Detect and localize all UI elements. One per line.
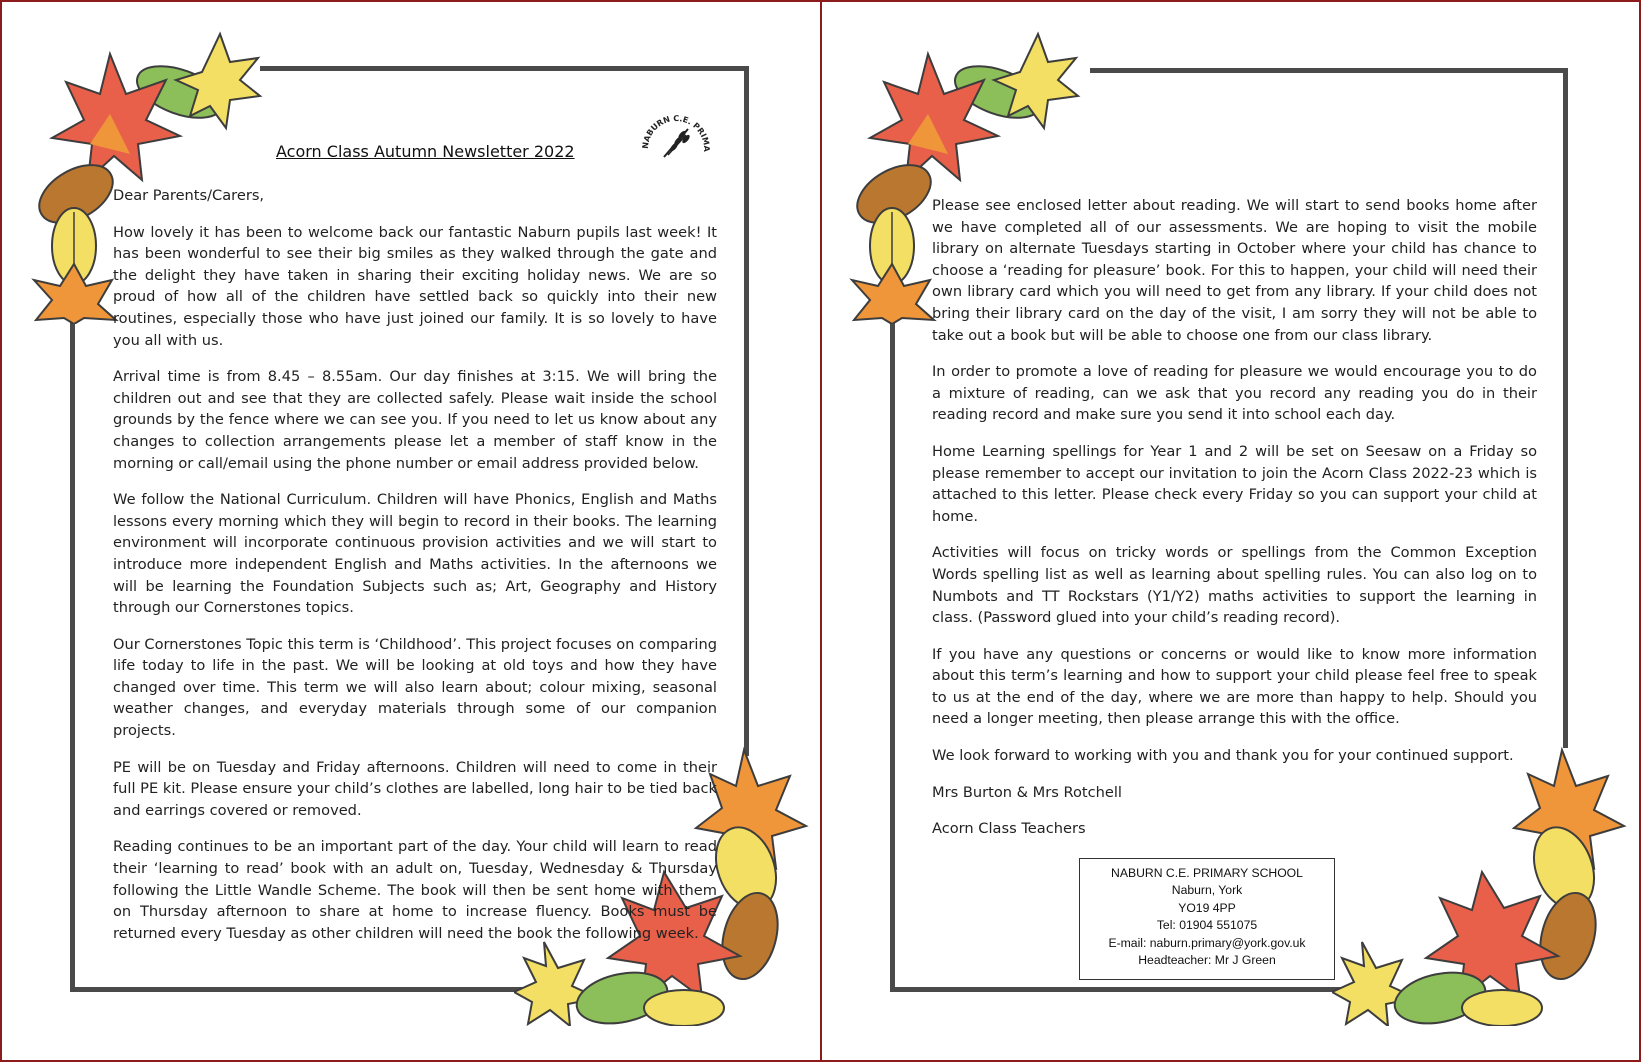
address-postcode: YO19 4PP xyxy=(1178,900,1236,915)
paragraph-reading-pleasure: In order to promote a love of reading for pleasure we would encourage you to do a mixture of reading, can we ask that you record any reading you do in their reading record and make sure you send it into school each day. xyxy=(932,363,1537,424)
school-wheat-logo-icon xyxy=(638,105,714,181)
paragraph-activities: Activities will focus on tricky words or spellings from the Common Exception Words spelling list as well as learning about spelling rules. You can also log on to Numbots and TT Rockstars (Y1/Y2) maths activities to support the learning in class. (Password glued into your child’s reading record). xyxy=(932,544,1537,627)
newsletter-page-2 xyxy=(820,0,1641,1062)
greeting: Dear Parents/Carers, xyxy=(113,187,265,204)
frame-left-line xyxy=(890,302,895,992)
newsletter-body-right xyxy=(932,195,1537,855)
frame-top-line xyxy=(1090,68,1568,73)
paragraph-reading: Reading continues to be an important part of the day. Your child will learn to read their ‘learning to read’ book with an adult on, Tuesday, Wednesday & Thursday following the Little Wandle Scheme. The book will then be sent home with them on Thursday afternoon to share at home to increase fluency. Books must be returned every Tuesday as other children will need the book the following week. xyxy=(113,838,717,942)
paragraph-topic: Our Cornerstones Topic this term is ‘Childhood’. This project focuses on comparing life today to life in the past. We will be looking at old toys and how they have changed over time. This term we will also learn about; colour mixing, seasonal weather changes, and everyday materials through some of our companion projects. xyxy=(113,635,717,740)
logo-text: NABURN C.E. PRIMA xyxy=(640,113,712,152)
frame-right-line xyxy=(1563,68,1568,748)
paragraph-curriculum: We follow the National Curriculum. Children will have Phonics, English and Maths lessons every morning which they will begin to record in their books. The learning environment will incorporate continuous provision activities and we will start to introduce more independent English and Maths activities. In the afternoons we will be learning the Foundation Subjects such as; Art, Geography and History through our Cornerstones topics. xyxy=(113,491,717,617)
frame-top-line xyxy=(260,66,749,71)
frame-bottom-line xyxy=(890,987,1350,992)
paragraph-questions: If you have any questions or concerns or would like to know more information about this term’s learning and how to support your child please feel free to speak to us at the end of the day, where we are more than happy to help. Should you need a longer meeting, then please arrange this with the office. xyxy=(932,645,1537,728)
paragraph-library: Please see enclosed letter about reading. We will start to send books home after we have completed all of our assessments. We are hoping to visit the mobile library on alternate Tuesdays starting in October where your child has chance to choose a ‘reading for pleasure’ book. For this to happen, your child will need their own library card which you will need to get from any library. If your child does not bring their library card on the day of the visit, I am sorry they will not be able to take out a book but will be able to choose one from our class library. xyxy=(932,197,1537,344)
school-address-box xyxy=(1079,858,1335,980)
paragraph-welcome: How lovely it has been to welcome back our fantastic Naburn pupils last week! It has been wonderful to see their big smiles as they walked through the gate and the delight they have taken in sharing their exciting holiday news. We are so proud of how all of the children have settled back so quickly into their new routines, especially those who have just joined our family. It is so lovely to have you all with us. xyxy=(113,223,717,349)
signature-role: Acorn Class Teachers xyxy=(932,820,1086,838)
paragraph-pe: PE will be on Tuesday and Friday afternoons. Children will need to come in their full PE kit. Please ensure your child’s clothes are labelled, long hair to be tied back and earrings covered or removed. xyxy=(113,758,717,819)
address-phone: Tel: 01904 551075 xyxy=(1156,918,1258,933)
address-email: E-mail: naburn.primary@york.gov.uk xyxy=(1108,935,1306,950)
address-school-name: NABURN C.E. PRIMARY SCHOOL xyxy=(1111,866,1303,880)
frame-left-line xyxy=(70,302,75,992)
newsletter-body-left xyxy=(113,185,717,959)
paragraph-thanks: We look forward to working with you and thank you for your continued support. xyxy=(932,747,1514,765)
newsletter-title: Acorn Class Autumn Newsletter 2022 xyxy=(276,142,575,161)
paragraph-arrival: Arrival time is from 8.45 – 8.55am. Our day finishes at 3:15. We will bring the children out and see that they are collected safely. Please wait inside the school grounds by the fence where we can see you. If you need to let us know about any changes to collection arrangements please let a member of staff know in the morning or call/email using the phone number or email address provided below. xyxy=(113,368,717,472)
frame-right-line xyxy=(744,66,749,756)
signature: Mrs Burton & Mrs Rotchell xyxy=(932,783,1122,801)
frame-bottom-line xyxy=(70,987,530,992)
paragraph-spellings: Home Learning spellings for Year 1 and 2 will be set on Seesaw on a Friday so please remember to accept our invitation to join the Acorn Class 2022-23 which is attached to this letter. Please check every Friday so you can support your child at home. xyxy=(932,442,1537,525)
address-town: Naburn, York xyxy=(1171,883,1243,898)
address-headteacher: Headteacher: Mr J Green xyxy=(1138,953,1276,968)
